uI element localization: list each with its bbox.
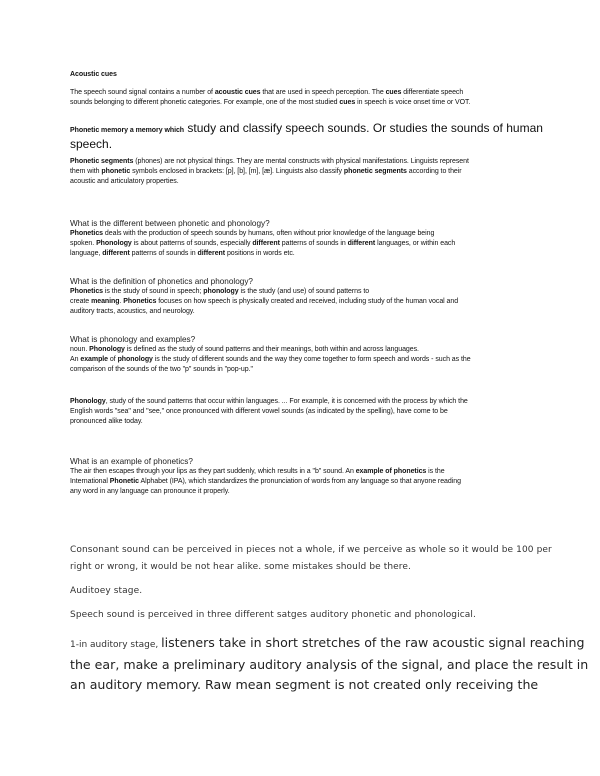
text-line: create meaning. Phonetics focuses on how speech is physically created and received, including study of the human vocal and	[70, 298, 459, 305]
question-heading: What is phonology and examples?	[70, 335, 196, 344]
text-line: The air then escapes through your lips as they part suddenly, which results in a "b" sound. An example of phonetics is the	[70, 468, 445, 475]
text-line: them with phonetic symbols enclosed in brackets: [p], [b], [m], [æ]. Linguists also classify phonetic segments according to their	[70, 168, 462, 175]
text-line: The speech sound signal contains a number of acoustic cues that are used in speech perception. The cues differentiate speech	[70, 89, 464, 96]
qa-definition	[70, 277, 548, 317]
text-line: International Phonetic Alphabet (IPA), which standardizes the pronunciation of words from any language so that anyone reading	[70, 478, 461, 485]
qa-phonology-examples	[70, 335, 548, 375]
acoustic-cues-paragraph	[70, 88, 548, 108]
text-line: acoustic and articulatory properties.	[70, 178, 179, 185]
text-line: right or wrong, it would be not hear alike. some mistakes should be there.	[70, 562, 412, 572]
text-line: comparison of the sounds of the two "p" sounds in "pop-up."	[70, 366, 253, 373]
text-line: spoken. Phonology is about patterns of sounds, especially different patterns of sounds in different languages, or within each	[70, 240, 456, 247]
text-line: Phonetics deals with the production of speech sounds by humans, often without prior knowledge of the language being	[70, 230, 435, 237]
text-line: language, different patterns of sounds in different positions in words etc.	[70, 250, 295, 257]
text-line: pronounced alike today.	[70, 418, 143, 425]
auditory-stage-paragraph	[70, 633, 589, 695]
text-line: Phonetic memory a memory which study and classify speech sounds. Or studies the sounds of human	[70, 121, 543, 135]
text-line: any word in any language can pronounce it properly.	[70, 488, 230, 495]
auditory-stage-heading: Auditoey stage.	[70, 586, 143, 596]
qa-phonetics-example	[70, 457, 548, 497]
text-line: sounds belonging to different phonetic categories. For example, one of the most studied cues in speech is voice onset time or VOT.	[70, 99, 471, 106]
text-line: 1-in auditory stage, listeners take in short stretches of the raw acoustic signal reaching	[70, 635, 585, 650]
text-line: An example of phonology is the study of different sounds and the way they come together to form speech and words - such as the	[70, 356, 471, 363]
text-line: Phonetic segments (phones) are not physical things. They are mental constructs with physical manifestations. Linguists represent	[70, 158, 469, 165]
text-line: the ear, make a preliminary auditory analysis of the signal, and place the result in	[70, 657, 589, 672]
text-line: auditory tracts, acoustics, and neurology.	[70, 308, 195, 315]
text-line: Phonology, study of the sound patterns that occur within languages. ... For example, it is concerned with the process by which the	[70, 398, 468, 405]
question-heading: What is an example of phonetics?	[70, 457, 193, 466]
text-line: an auditory memory. Raw mean segment is not created only receiving the	[70, 677, 539, 692]
text-line: Phonetics is the study of sound in speech; phonology is the study (and use) of sound patterns to	[70, 288, 370, 295]
question-heading: What is the different between phonetic and phonology?	[70, 219, 270, 228]
text-line: Consonant sound can be perceived in pieces not a whole, if we perceive as whole so it would be 100 per	[70, 545, 552, 555]
phonetic-segments-paragraph	[70, 157, 548, 187]
speech-sound-note: Speech sound is perceived in three different satges auditory phonetic and phonological.	[70, 610, 476, 620]
consonant-note	[70, 542, 552, 576]
text-line: English words "sea" and "see," once pronounced with different vowel sounds (as indicated by the spelling), have come to be	[70, 408, 448, 415]
heading-acoustic-cues: Acoustic cues	[70, 71, 117, 78]
phonetic-memory-paragraph	[70, 120, 548, 152]
text-line: noun. Phonology is defined as the study of sound patterns and their meanings, both within and across languages.	[70, 346, 419, 353]
question-heading: What is the definition of phonetics and phonology?	[70, 277, 253, 286]
qa-difference	[70, 219, 548, 259]
text-line: speech.	[70, 137, 113, 151]
phonology-paragraph	[70, 397, 548, 427]
